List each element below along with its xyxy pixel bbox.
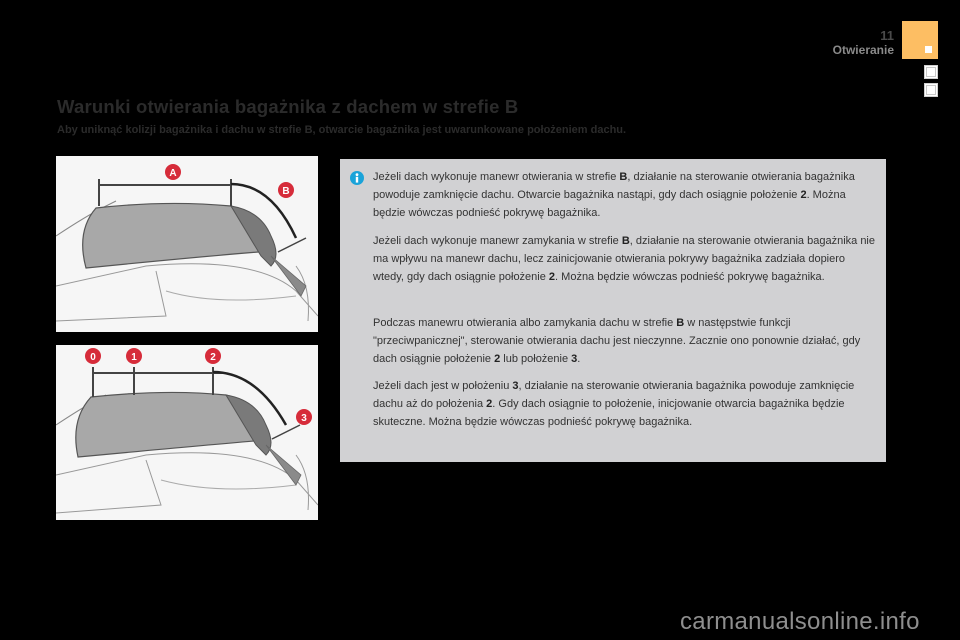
watermark: carmanualsonline.info bbox=[680, 608, 920, 635]
section-nav-square-1[interactable] bbox=[924, 65, 938, 79]
tab-indicator bbox=[925, 46, 932, 53]
svg-text:3: 3 bbox=[301, 413, 307, 424]
svg-text:0: 0 bbox=[90, 352, 96, 363]
info-panel bbox=[340, 159, 886, 462]
svg-text:2: 2 bbox=[210, 352, 216, 363]
positions-diagram bbox=[56, 345, 318, 520]
page-number: 11 bbox=[880, 28, 894, 43]
info-icon bbox=[350, 171, 364, 185]
section-nav-square-2[interactable] bbox=[924, 83, 938, 97]
svg-text:1: 1 bbox=[131, 352, 137, 363]
info-paragraph-3: Podczas manewru otwierania albo zamykania dachu w strefie B w następstwie funkcji "przeciwpanicznej", sterowanie otwierania dachu jest nieczynne. Zacznie ono ponownie działać, gdy dach osiągnie położenie 2 lub położenie 3. bbox=[373, 317, 861, 365]
zones-diagram bbox=[56, 156, 318, 332]
section-name: Otwieranie bbox=[832, 43, 894, 57]
section-tab[interactable] bbox=[902, 21, 938, 59]
info-paragraph-4: Jeżeli dach jest w położeniu 3, działanie na sterowanie otwierania bagażnika powoduje zamknięcie dachu aż do położenia 2. Gdy dach osiągnie to położenie, inicjowanie otwarcia bagażnika będzie skuteczne. Można będzie wówczas podnieść pokrywę bagażnika. bbox=[373, 380, 855, 428]
info-paragraph-1: Jeżeli dach wykonuje manewr otwierania w strefie B, działanie na sterowanie otwierania bagażnika powoduje zamknięcie dachu. Otwarcie bagażnika nastąpi, gdy dach osiągnie położenie 2. Można będzie wówczas podnieść pokrywę bagażnika. bbox=[373, 171, 855, 219]
svg-text:A: A bbox=[169, 168, 177, 179]
info-paragraph-2: Jeżeli dach wykonuje manewr zamykania w strefie B, działanie na sterowanie otwierania bagażnika nie ma wpływu na manewr dachu, lecz zainicjowanie otwierania pokrywy bagażnika zadziała dopiero wtedy, gdy dach osiągnie położenie 2. Można będzie wówczas podnieść pokrywę bagażnika. bbox=[373, 235, 875, 283]
svg-text:B: B bbox=[282, 186, 290, 197]
page-title: Warunki otwierania bagażnika z dachem w strefie B bbox=[57, 96, 519, 117]
page-subtitle: Aby uniknąć kolizji bagażnika i dachu w strefie B, otwarcie bagażnika jest uwarunkowane położeniem dachu. bbox=[57, 124, 627, 136]
